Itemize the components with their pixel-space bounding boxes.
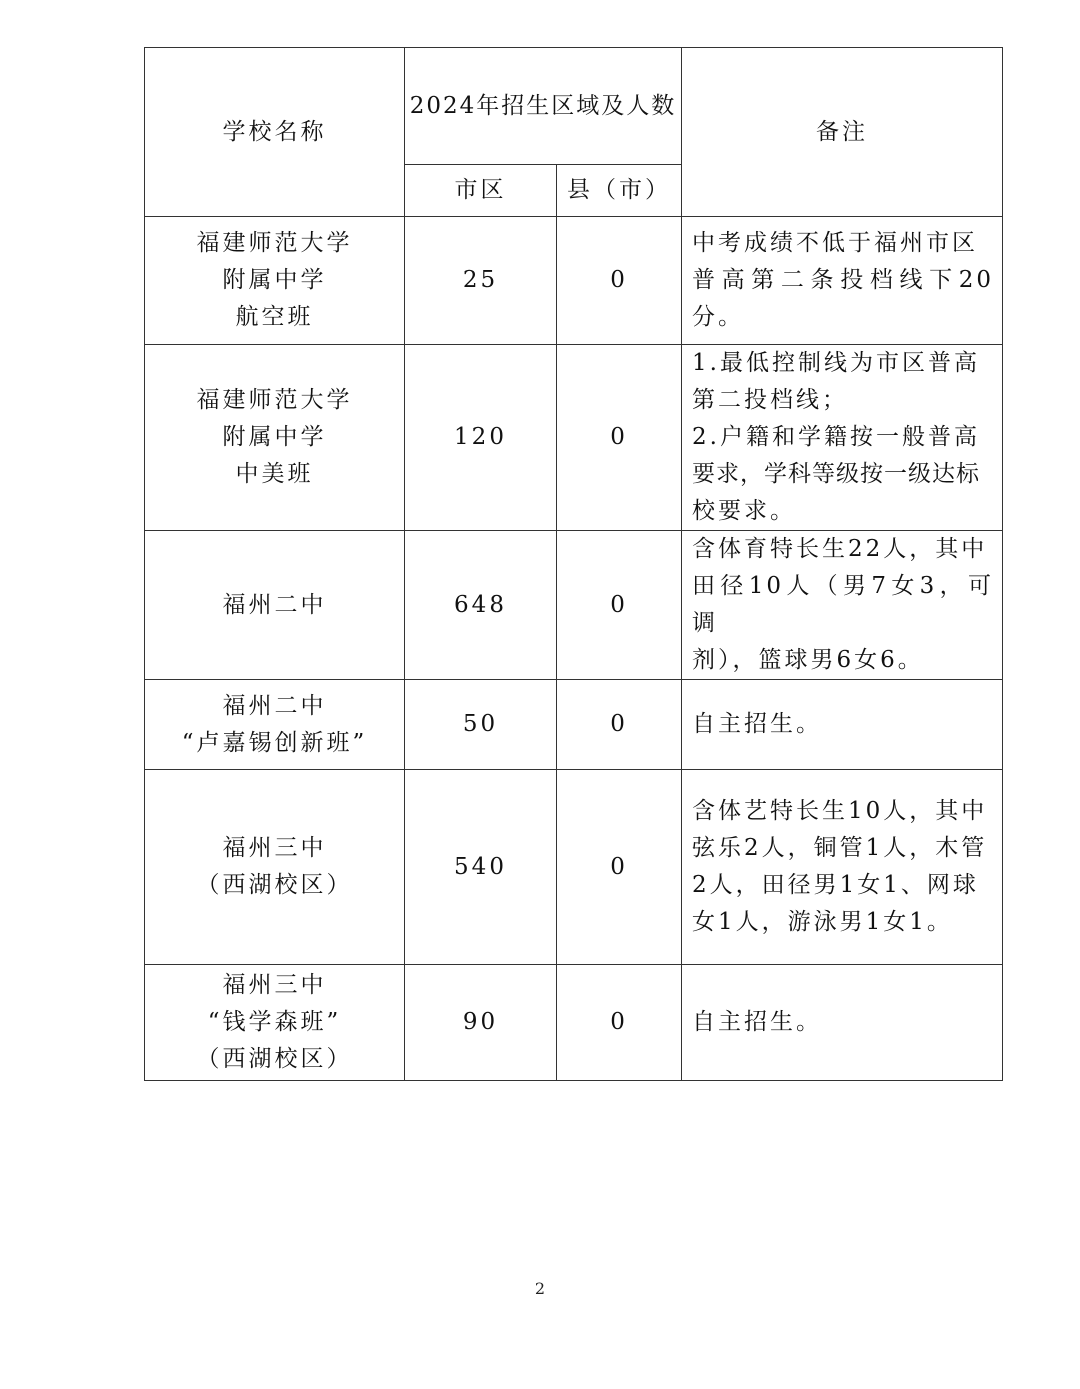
enrollment-table	[144, 47, 1003, 1081]
school-name-line: 航空班	[235, 304, 314, 330]
school-name-cell	[145, 770, 405, 965]
note-line: 自主招生。	[692, 711, 823, 737]
table-row	[145, 531, 1003, 680]
note-line: 校要求。	[692, 498, 797, 524]
city-count-cell: 50	[405, 680, 557, 770]
county-count-cell: 0	[557, 345, 682, 531]
note-line: 中考成绩不低于福州市区	[692, 230, 979, 256]
note-line: 2.户籍和学籍按一般普高	[692, 424, 980, 450]
school-name-line: “卢嘉锡创新班”	[181, 729, 368, 756]
school-name-line: 附属中学	[222, 267, 327, 293]
city-count-cell: 120	[405, 345, 557, 531]
city-count-cell: 25	[405, 217, 557, 345]
city-count-cell: 648	[405, 531, 557, 680]
school-name-line: 福建师范大学	[196, 387, 353, 413]
note-cell	[682, 680, 1003, 770]
county-count-cell: 0	[557, 770, 682, 965]
note-line: 弦乐2人，铜管1人，木管	[692, 835, 988, 861]
note-line: 田径10人（男7女3，可调	[692, 573, 995, 636]
header-county-city: 县（市）	[557, 165, 682, 217]
county-count-cell: 0	[557, 531, 682, 680]
note-line: 1.最低控制线为市区普高	[692, 350, 980, 376]
note-line: 普高第二条投档线下20分。	[692, 267, 995, 330]
header-enrollment-region-count: 2024年招生区域及人数	[405, 48, 682, 165]
note-cell	[682, 217, 1003, 345]
table-row	[145, 345, 1003, 531]
table-row	[145, 217, 1003, 345]
school-name-cell	[145, 965, 405, 1081]
school-name-line: 中美班	[235, 461, 314, 487]
note-cell	[682, 345, 1003, 531]
school-name-line: “钱学森班”	[207, 1009, 342, 1035]
note-cell	[682, 531, 1003, 680]
city-count-cell: 90	[405, 965, 557, 1081]
header-city-district: 市区	[405, 165, 557, 217]
page-number: 2	[534, 1279, 546, 1298]
header-school-name: 学校名称	[145, 48, 405, 217]
note-line: 2人，田径男1女1、网球	[692, 872, 979, 898]
city-count-cell: 540	[405, 770, 557, 965]
note-line: 含体艺特长生10人，其中	[692, 798, 988, 824]
table-row	[145, 965, 1003, 1081]
school-name-line: （西湖校区）	[196, 1046, 353, 1072]
note-line: 第二投档线；	[692, 387, 849, 413]
school-name-line: 福州三中	[222, 972, 327, 998]
school-name-line: 福建师范大学	[196, 230, 353, 256]
school-name-line: 福州二中	[222, 692, 327, 719]
school-name-cell	[145, 345, 405, 531]
school-name-line: 福州三中	[222, 835, 327, 861]
table-row	[145, 770, 1003, 965]
table-row	[145, 680, 1003, 770]
school-name-cell	[145, 680, 405, 770]
note-line: 女1人，游泳男1女1。	[692, 909, 953, 935]
header-note: 备注	[682, 48, 1003, 217]
school-name-cell	[145, 217, 405, 345]
note-line: 自主招生。	[692, 1009, 823, 1035]
note-line: 含体育特长生22人，其中	[692, 536, 988, 562]
school-name-line: 附属中学	[222, 424, 327, 450]
county-count-cell: 0	[557, 965, 682, 1081]
county-count-cell: 0	[557, 680, 682, 770]
school-name-cell	[145, 531, 405, 680]
note-line: 剂），篮球男6女6。	[692, 647, 924, 673]
note-cell	[682, 770, 1003, 965]
school-name-line: 福州二中	[222, 591, 327, 618]
note-cell	[682, 965, 1003, 1081]
county-count-cell: 0	[557, 217, 682, 345]
school-name-line: （西湖校区）	[196, 872, 353, 898]
note-line: 要求，学科等级按一级达标	[692, 461, 981, 487]
